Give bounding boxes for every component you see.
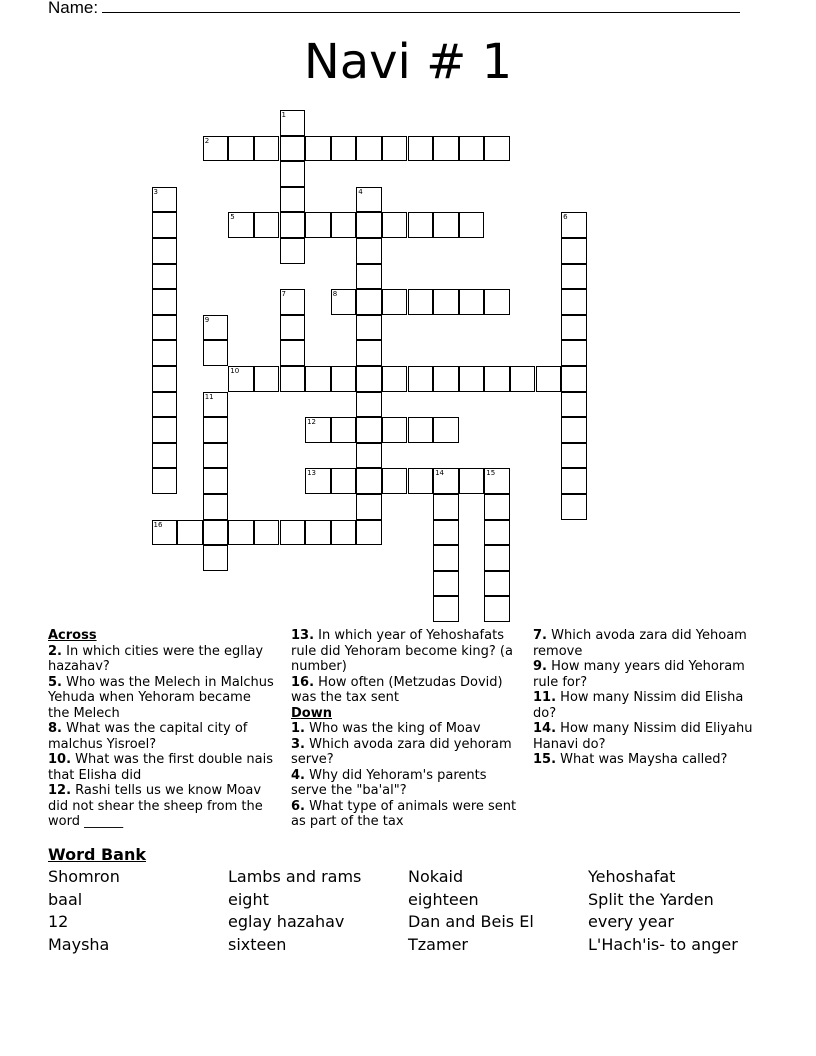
clue-number-label: 10 [230,367,240,375]
name-label: Name: [48,0,99,17]
grid-cell[interactable] [152,238,178,264]
grid-cell[interactable] [331,520,357,546]
grid-cell[interactable] [561,468,587,494]
clue-text: What was the first double nais that Elisha did [48,752,273,783]
clue-number: 15. [533,752,557,767]
clue-down-11 [533,690,767,721]
grid-cell[interactable] [228,212,254,238]
clue-number-label: 14 [435,469,445,478]
word-bank-row [48,934,768,957]
grid-cell[interactable] [203,494,229,520]
grid-cell[interactable] [305,136,331,162]
grid-cell[interactable] [382,366,408,392]
grid-cell[interactable] [408,289,434,315]
grid-cell[interactable] [305,212,331,238]
across-heading: Across [48,628,97,643]
grid-cell[interactable] [408,468,434,494]
grid-cell[interactable] [408,136,434,162]
grid-cell[interactable] [280,110,306,136]
word-bank-item: eighteen [408,889,479,909]
clue-number: 16. [291,674,315,690]
clue-number: 3. [291,736,305,752]
grid-cell[interactable] [152,417,178,443]
clue-text: How many Nissim did Eliyahu Hanavi do? [533,721,753,752]
clue-number: 7. [533,628,547,643]
word-bank-item: Dan and Beis El [408,912,534,932]
grid-cell[interactable] [203,520,229,546]
grid-cell[interactable] [203,417,229,443]
word-bank-item: Nokaid [408,867,464,886]
grid-cell[interactable] [280,136,306,162]
grid-cell[interactable] [433,212,459,238]
down-heading: Down [291,705,332,721]
grid-cell[interactable] [433,494,459,520]
clue-number-label: 7 [281,290,286,299]
grid-cell[interactable] [356,340,382,366]
grid-cell[interactable] [254,212,280,238]
clue-number: 2. [48,643,62,659]
grid-cell[interactable] [459,468,485,494]
clue-number-label: 1 [281,111,286,119]
grid-cell[interactable] [280,161,306,187]
clue-number-label: 6 [563,213,568,222]
grid-cell[interactable] [356,315,382,341]
grid-cell[interactable] [331,468,357,494]
grid-cell[interactable] [459,136,485,162]
clue-number-label: 9 [204,315,210,324]
grid-cell[interactable] [331,366,357,392]
word-bank-row [48,889,768,912]
grid-cell[interactable] [561,289,587,315]
clue-text: Rashi tells us we know Moav did not shear the sheep from the word ______ [48,783,263,829]
clue-across-13 [291,628,523,675]
clue-number-label: 3 [153,187,158,196]
grid-cell[interactable] [408,366,434,392]
clue-number-label: 8 [332,290,338,299]
clue-text: Why did Yehoram's parents serve the "ba'al"? [291,767,487,798]
grid-cell[interactable] [254,520,280,546]
grid-cell[interactable] [561,392,587,418]
grid-cell[interactable] [254,136,280,162]
grid-cell[interactable] [331,212,357,238]
clue-down-4 [291,768,523,799]
grid-cell[interactable] [433,596,459,622]
grid-cell[interactable] [561,340,587,366]
grid-cell[interactable] [356,366,382,392]
grid-cell[interactable] [305,417,331,443]
grid-cell[interactable] [382,417,408,443]
grid-cell[interactable] [484,520,510,546]
clue-column-3 [533,628,767,768]
clue-across-16 [291,675,523,706]
clue-across-5 [48,675,274,722]
clue-across-8 [48,721,274,752]
grid-cell[interactable] [484,136,510,162]
grid-cell[interactable] [433,136,459,162]
clue-number-label: 15 [486,469,496,478]
grid-cell[interactable] [561,366,587,392]
grid-cell[interactable] [433,520,459,546]
grid-cell[interactable] [152,443,178,469]
grid-cell[interactable] [152,289,178,315]
grid-cell[interactable] [356,238,382,264]
grid-cell[interactable] [280,187,306,213]
grid-cell[interactable] [484,289,510,315]
clue-text: How many Nissim did Elisha do? [533,690,744,721]
grid-cell[interactable] [484,596,510,622]
page-title: Navi # 1 [303,34,513,90]
grid-cell[interactable] [331,289,357,315]
word-bank-item: Shomron [48,867,120,886]
grid-cell[interactable] [561,443,587,469]
clue-number: 9. [533,659,547,674]
grid-cell[interactable] [152,468,178,494]
grid-cell[interactable] [459,289,485,315]
clue-number: 10. [48,752,72,767]
grid-cell[interactable] [280,520,306,546]
grid-cell[interactable] [484,468,510,494]
grid-cell[interactable] [356,136,382,162]
grid-cell[interactable] [459,212,485,238]
grid-cell[interactable] [561,417,587,443]
grid-cell[interactable] [305,468,331,494]
grid-cell[interactable] [356,264,382,290]
grid-cell[interactable] [280,289,306,315]
grid-cell[interactable] [152,264,178,290]
clue-number-label: 4 [358,187,363,196]
clue-number: 8. [48,721,62,736]
clue-column-1 [48,628,274,830]
grid-cell[interactable] [433,468,459,494]
clue-text: How many years did Yehoram rule for? [533,659,745,690]
grid-cell[interactable] [280,340,306,366]
clue-column-2 [291,628,523,830]
grid-cell[interactable] [382,136,408,162]
word-bank-item: eglay hazahav [228,912,345,932]
clue-text: What was Maysha called? [560,752,728,767]
word-bank-item: Split the Yarden [588,889,714,909]
grid-cell[interactable] [152,340,178,366]
grid-cell[interactable] [280,238,306,264]
grid-cell[interactable] [433,545,459,571]
word-bank-heading: Word Bank [48,845,147,864]
grid-cell[interactable] [356,187,382,213]
grid-cell[interactable] [433,571,459,597]
grid-cell[interactable] [561,212,587,238]
grid-cell[interactable] [203,315,229,341]
word-bank-item: L'Hach'is- to anger [588,934,738,954]
clue-text: Which avoda zara did Yehoam remove [533,628,747,659]
grid-cell[interactable] [228,366,254,392]
clue-number-label: 13 [307,469,317,478]
grid-cell[interactable] [203,392,229,418]
grid-cell[interactable] [484,545,510,571]
grid-cell[interactable] [408,417,434,443]
clue-number-label: 2 [204,136,210,145]
grid-cell[interactable] [433,289,459,315]
grid-cell[interactable] [152,187,178,213]
clue-number-label: 5 [230,213,235,222]
grid-cell[interactable] [177,520,203,546]
clue-text: What was the capital city of malchus Yisroel? [48,721,248,752]
grid-cell[interactable] [382,212,408,238]
word-bank-item: 12 [48,912,69,932]
clue-number: 14. [533,721,557,736]
grid-cell[interactable] [382,289,408,315]
grid-cell[interactable] [203,136,229,162]
clue-number: 11. [533,690,557,705]
grid-cell[interactable] [331,417,357,443]
grid-cell[interactable] [356,417,382,443]
grid-cell[interactable] [152,315,178,341]
word-bank-item: sixteen [228,934,287,954]
clue-text: What type of animals were sent as part of the tax [291,798,517,829]
word-bank-row [48,911,768,934]
grid-cell[interactable] [331,136,357,162]
clue-across-12 [48,783,274,830]
clue-number: 5. [48,674,62,690]
grid-cell[interactable] [356,212,382,238]
grid-cell[interactable] [382,468,408,494]
grid-cell[interactable] [510,366,536,392]
grid-cell[interactable] [280,212,306,238]
grid-cell[interactable] [536,366,562,392]
grid-cell[interactable] [356,520,382,546]
word-bank-item: eight [228,889,269,909]
grid-cell[interactable] [561,264,587,290]
grid-cell[interactable] [484,366,510,392]
grid-cell[interactable] [356,443,382,469]
clue-number-label: 12 [307,418,317,427]
clue-number: 6. [291,798,305,814]
grid-cell[interactable] [305,520,331,546]
clue-down-7 [533,628,767,659]
grid-cell[interactable] [228,136,254,162]
clue-across-2 [48,644,274,675]
clue-text: Which avoda zara did yehoram serve? [291,736,512,767]
grid-cell[interactable] [152,366,178,392]
grid-cell[interactable] [433,366,459,392]
clue-text: How often (Metzudas Dovid) was the tax sent [291,674,503,705]
word-bank-item: every year [588,912,674,932]
word-bank-item: Yehoshafat [588,867,676,886]
word-bank-item: Maysha [48,934,110,954]
clue-down-15 [533,752,767,768]
clue-number: 1. [291,721,305,736]
grid-cell[interactable] [561,494,587,520]
clue-text: Who was the king of Moav [309,721,481,736]
clue-number: 12. [48,783,72,798]
grid-cell[interactable] [280,366,306,392]
clue-number-label: 16 [153,520,163,529]
clue-text: Who was the Melech in Malchus Yehuda when Yehoram became the Melech [48,674,274,721]
grid-cell[interactable] [356,494,382,520]
grid-cell[interactable] [561,238,587,264]
grid-cell[interactable] [356,392,382,418]
clue-across-10 [48,752,274,783]
clue-number: 13. [291,628,315,643]
word-bank-item: Tzamer [408,934,468,954]
grid-cell[interactable] [459,366,485,392]
grid-cell[interactable] [484,571,510,597]
grid-cell[interactable] [484,494,510,520]
clue-down-6 [291,799,523,830]
grid-cell[interactable] [203,545,229,571]
word-bank-row [48,866,768,889]
grid-cell[interactable] [203,468,229,494]
clue-number-label: 11 [204,392,214,401]
clue-down-14 [533,721,767,752]
clue-down-9 [533,659,767,690]
word-bank-item: Lambs and rams [228,867,362,886]
grid-cell[interactable] [203,340,229,366]
clue-text: In which year of Yehoshafats rule did Yehoram become king? (a number) [291,628,513,674]
word-bank [48,866,768,956]
grid-cell[interactable] [305,366,331,392]
clue-number: 4. [291,767,305,783]
grid-cell[interactable] [254,366,280,392]
grid-cell[interactable] [152,392,178,418]
grid-cell[interactable] [228,520,254,546]
grid-cell[interactable] [203,443,229,469]
clue-down-1 [291,721,523,737]
grid-cell[interactable] [561,315,587,341]
grid-cell[interactable] [280,315,306,341]
grid-cell[interactable] [152,212,178,238]
grid-cell[interactable] [408,212,434,238]
clue-down-3 [291,737,523,768]
grid-cell[interactable] [356,468,382,494]
grid-cell[interactable] [152,520,178,546]
word-bank-item: baal [48,889,83,909]
clue-text: In which cities were the egllay hazahav? [48,643,264,674]
grid-cell[interactable] [356,289,382,315]
grid-cell[interactable] [433,417,459,443]
